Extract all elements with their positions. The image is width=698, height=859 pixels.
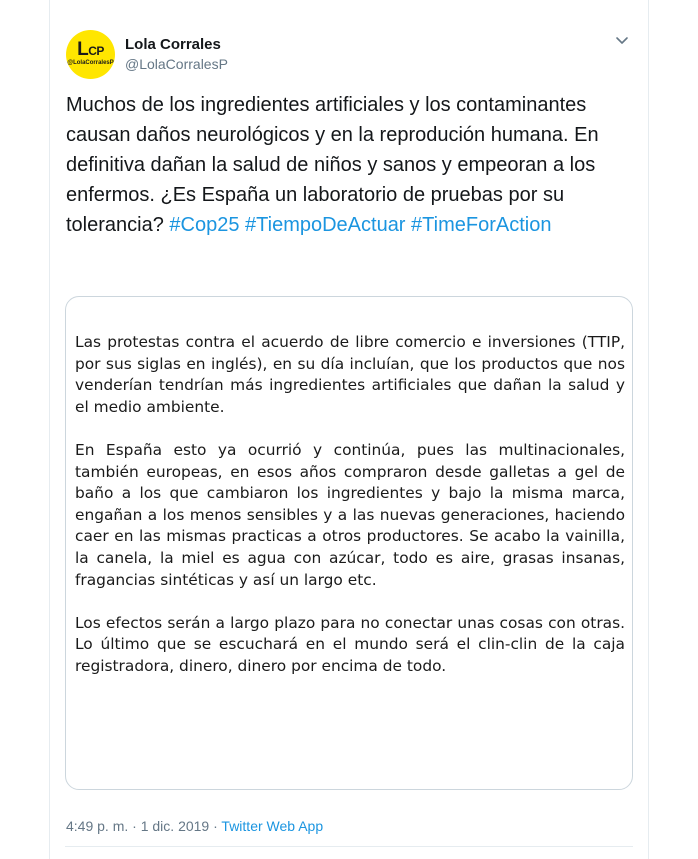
meta-separator-2: ·	[209, 818, 222, 834]
image-paragraph-2: En España esto ya ocurrió y continúa, pues las multinacionales, también europeas, en esos años compraron desde galletas a gel de baño a los que cambiaron los ingredientes y bajo la misma marca, engañan a los menos sensibles y a las nuevas generaciones, haciendo caer en las mismas practicas a otros productores. Se acabo la vainilla, la canela, la miel es agua con azúcar, todo es aire, grasas insanas, fragancias sintéticas y así un largo etc.	[75, 440, 625, 589]
image-text	[75, 332, 625, 699]
hashtag-cop25[interactable]: #Cop25	[169, 214, 240, 236]
author-name[interactable]: Lola Corrales	[125, 36, 221, 53]
image-paragraph-3: Los efectos serán a largo plazo para no conectar unas cosas con otras. Lo último que se escuchará en el mundo será el clin-clin de la caja registradora, dinero, dinero por encima de todo.	[75, 613, 625, 675]
avatar-logo: LCP	[77, 39, 104, 60]
hashtag-timeforaction[interactable]: #TimeForAction	[411, 214, 552, 236]
divider	[65, 846, 633, 847]
author-handle[interactable]: @LolaCorralesP	[125, 56, 228, 72]
attached-image[interactable]	[65, 296, 633, 790]
tweet-meta	[66, 818, 323, 834]
avatar-handle-text: @LolaCorralesP	[67, 60, 114, 66]
image-paragraph-1: Las protestas contra el acuerdo de libre comercio e inversiones (TTIP, por sus siglas en inglés), en su día incluían, que los productos que nos venderían tendrían más ingredientes artificiales que dañan la salud y el medio ambiente.	[75, 333, 625, 416]
tweet-text	[66, 90, 626, 240]
tweet-date[interactable]: 1 dic. 2019	[140, 818, 210, 834]
avatar[interactable]	[66, 30, 115, 79]
tweet-body: Muchos de los ingredientes artificiales y los contaminantes causan daños neurológicos y en la reprodución humana. En definitiva dañan la salud de niños y sanos y empeoran a los enfermos. ¿Es España un laboratorio de pruebas por su tolerancia?	[66, 94, 599, 236]
tweet-time[interactable]: 4:49 p. m.	[66, 818, 129, 834]
chevron-down-icon[interactable]	[614, 34, 630, 48]
hashtag-tiempodeactuar[interactable]: #TiempoDeActuar	[245, 214, 406, 236]
tweet-source-link[interactable]: Twitter Web App	[221, 818, 324, 834]
meta-separator: ·	[128, 818, 141, 834]
